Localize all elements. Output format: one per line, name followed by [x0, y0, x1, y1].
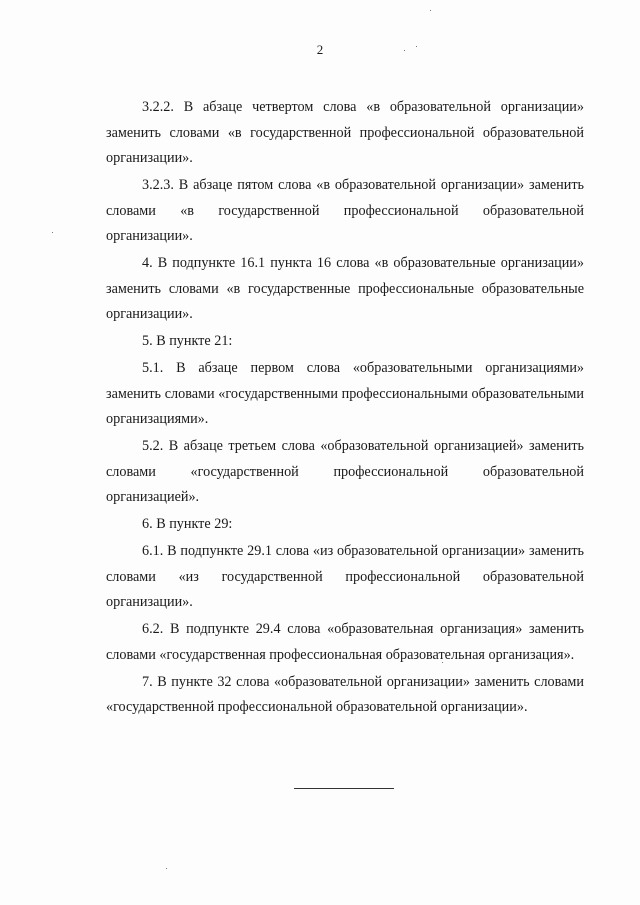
paragraph-6-2: 6.2. В подпункте 29.4 слова «образовательная организация» заменить словами «государственная профессиональная образовательная организация».	[106, 621, 584, 663]
paragraph-6-heading: 6. В пункте 29:	[142, 516, 233, 532]
scan-speck	[166, 868, 167, 869]
scan-speck	[442, 662, 443, 663]
document-body	[106, 95, 584, 722]
paragraph-5-1: 5.1. В абзаце первом слова «образовательными организациями» заменить словами «государственными профессиональными образовательными организациями».	[106, 360, 584, 427]
paragraph-4: 4. В подпункте 16.1 пункта 16 слова «в образовательные организации» заменить словами «в государственные профессиональные образовательные организации».	[106, 255, 584, 322]
paragraph-5-2: 5.2. В абзаце третьем слова «образовательной организацией» заменить словами «государственной профессиональной образовательной организацией».	[106, 438, 584, 505]
paragraph-3-2-2: 3.2.2. В абзаце четвертом слова «в образовательной организации» заменить словами «в государственной профессиональной образовательной организации».	[106, 99, 584, 166]
paragraph-6-1: 6.1. В подпункте 29.1 слова «из образовательной организации» заменить словами «из государственной профессиональной образовательной организации».	[106, 543, 584, 610]
scan-speck	[404, 50, 405, 51]
scan-speck	[430, 10, 431, 11]
paragraph-5-heading: 5. В пункте 21:	[142, 333, 233, 349]
paragraph-3-2-3: 3.2.3. В абзаце пятом слова «в образовательной организации» заменить словами «в государственной профессиональной образовательной организации».	[106, 177, 584, 244]
scan-speck	[52, 232, 53, 233]
scan-speck	[416, 46, 417, 47]
paragraph-7: 7. В пункте 32 слова «образовательной организации» заменить словами «государственной профессиональной образовательной организации».	[106, 673, 584, 715]
page-number: 2	[316, 42, 324, 57]
closing-rule	[294, 788, 394, 789]
